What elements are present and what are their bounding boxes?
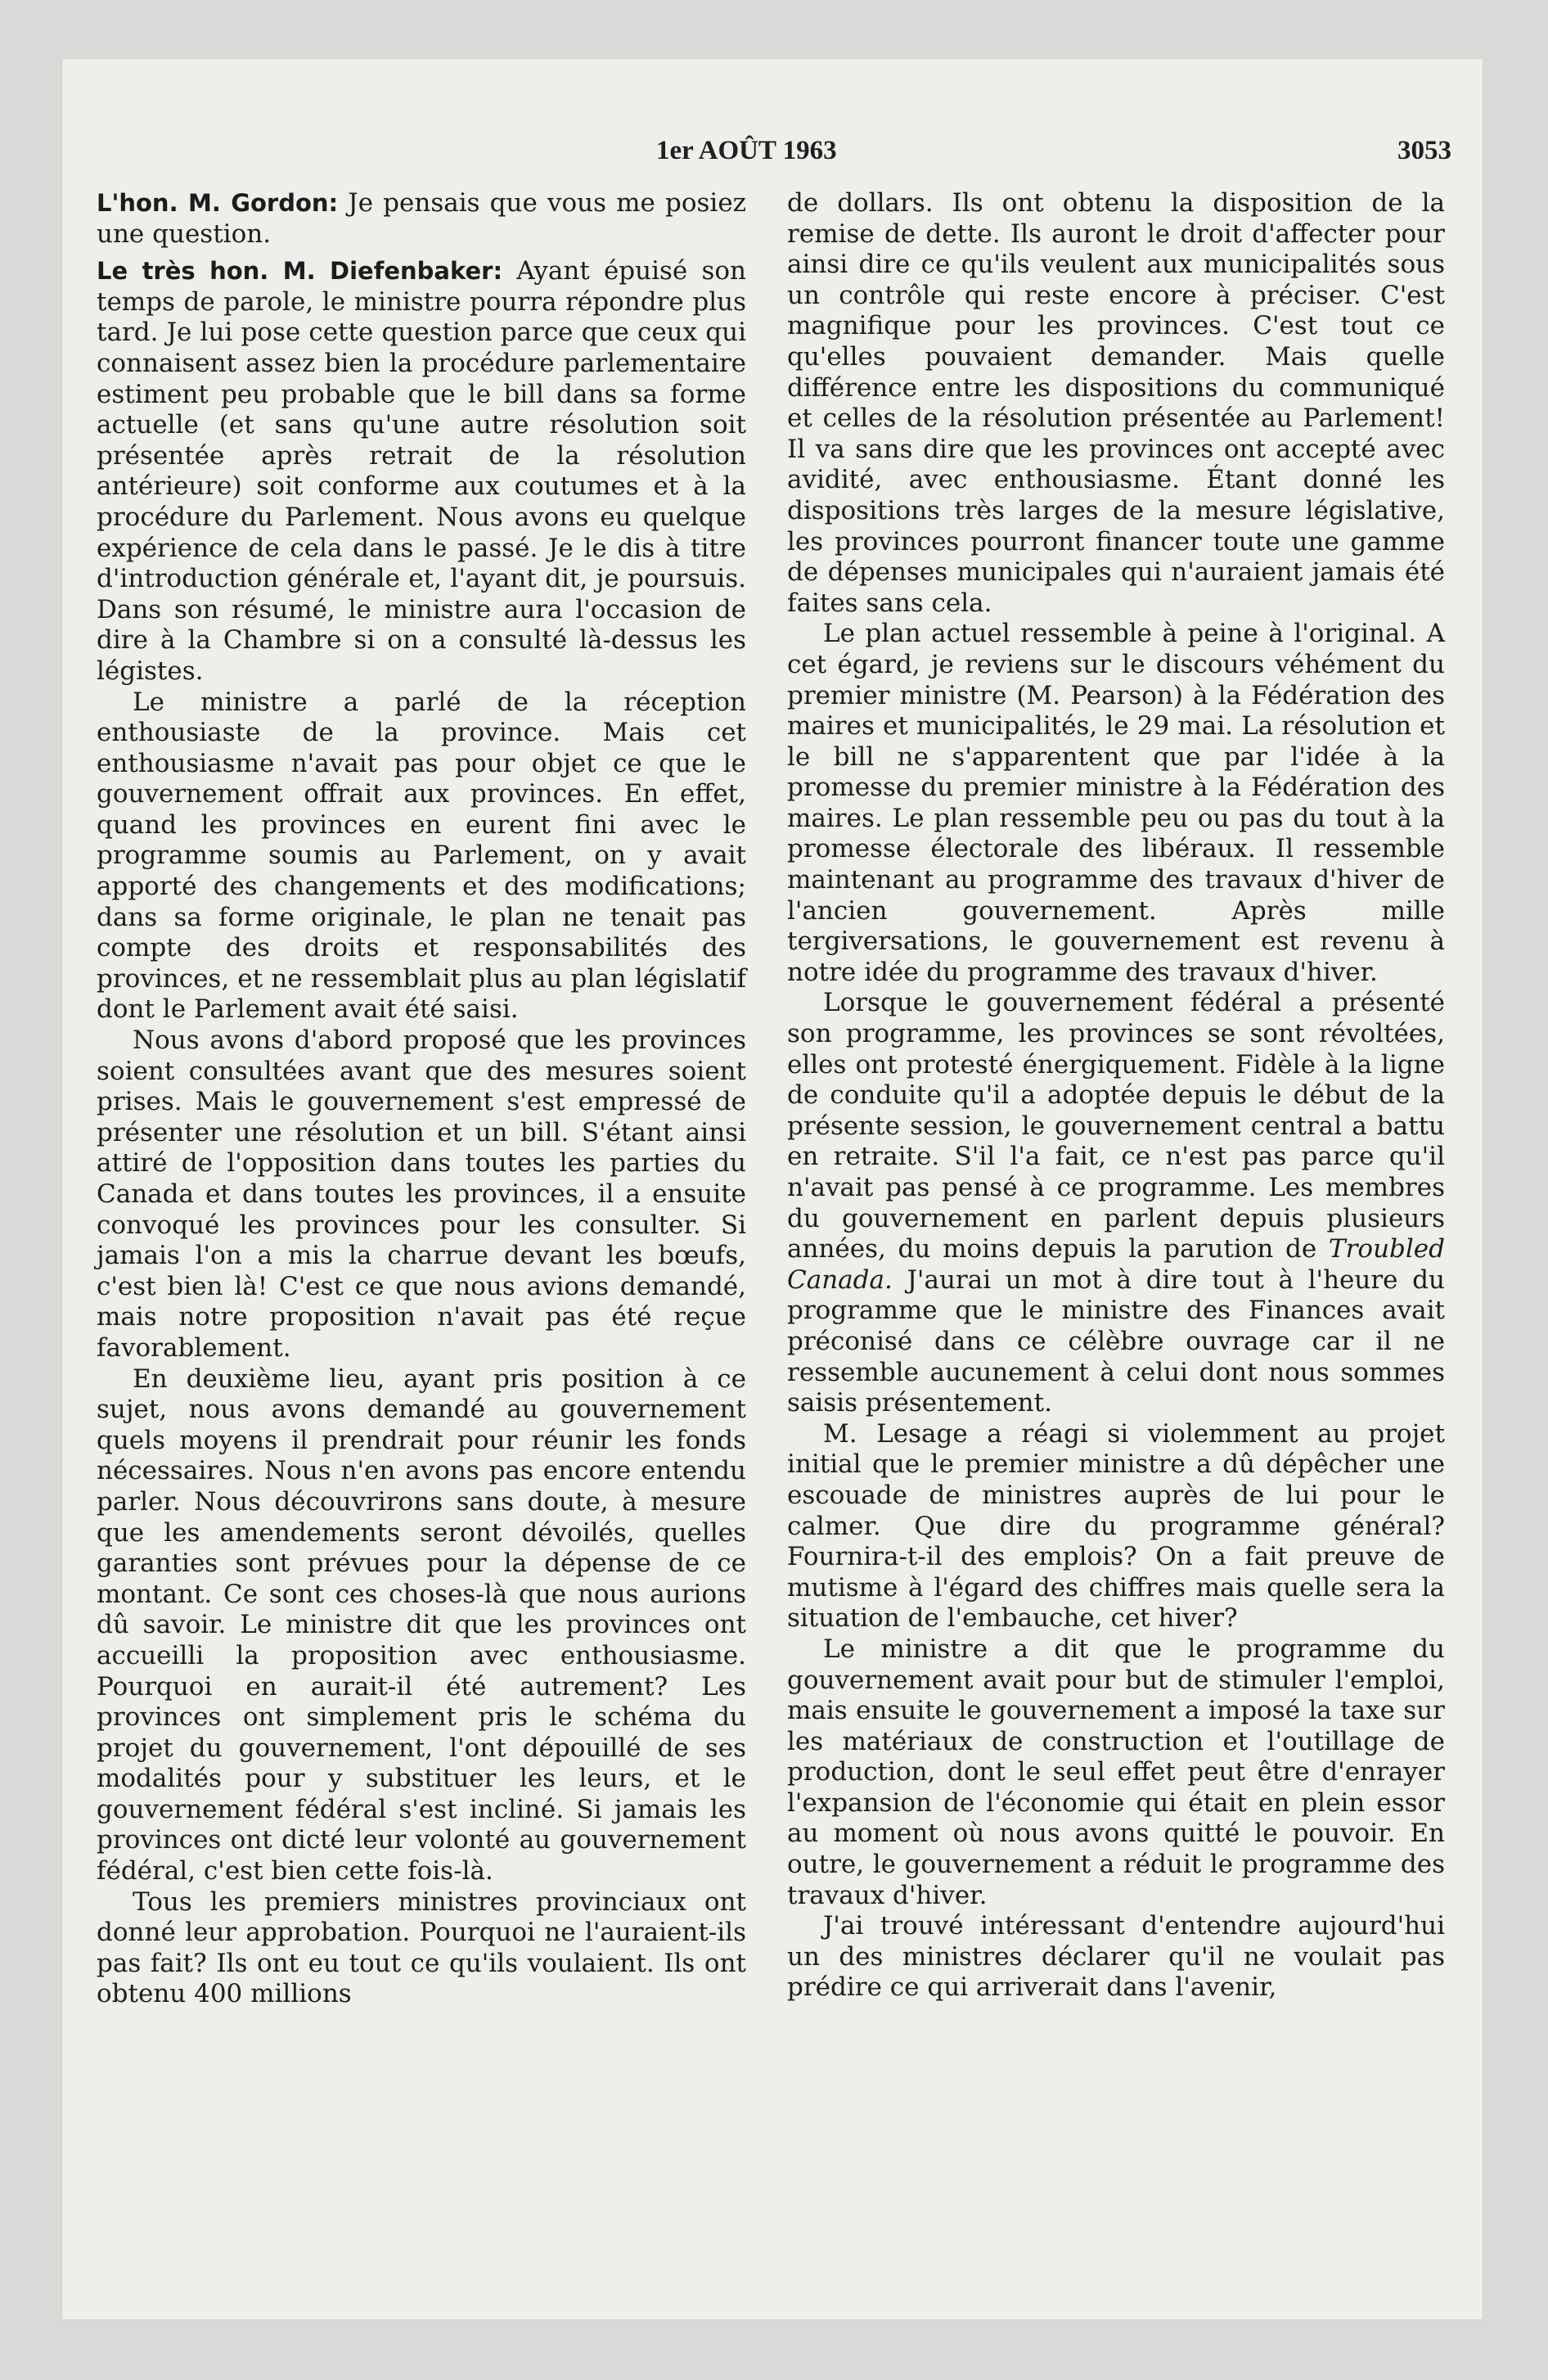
paragraph: En deuxième lieu, ayant pris position à ce sujet, nous avons demandé au gouvernement quels moyens il prendrait pour réunir les fonds nécessaires. Nous n'en avons pas encore entendu parler. Nous découvrirons sans doute, à mesure que les amendements seront dévoilés, quelles garanties sont prévues pour la dépense de ce montant. Ce sont ces choses-là que nous aurions dû savoir. Le ministre dit que les provinces ont accueilli la proposition avec enthousiasme. Pourquoi en aurait-il été autrement? Les provinces ont simplement pris le schéma du projet du gouvernement, l'ont dépouillé de ses modalités pour y substituer les leurs, et le gouvernement fédéral s'est incliné. Si jamais les provinces ont dicté leur volonté au gouvernement fédéral, c'est bien cette fois-là. — [97, 1364, 746, 1886]
speaker-name: L'hon. M. Gordon: — [97, 189, 339, 217]
paragraph — [97, 188, 746, 250]
header-date: 1er AOÛT 1963 — [656, 136, 837, 165]
speech-text: Ayant épuisé son temps de parole, le ministre pourra répondre plus tard. Je lui pose cette question parce que ceux qui connaisent assez bien la procédure parlementaire estiment peu probable que le bill dans sa forme actuelle (et sans qu'une autre résolution soit présentée après retrait de la résolution antérieure) soit conforme aux coutumes et à la procédure du Parlement. Nous avons eu quelque expérience de cela dans le passé. Je le dis à titre d'introduction générale et, l'ayant dit, je poursuis. Dans son résumé, le ministre aura l'occasion de dire à la Chambre si on a consulté là-dessus les légistes. — [97, 256, 746, 686]
left-column — [97, 188, 746, 2010]
paragraph: M. Lesage a réagi si violemment au projet initial que le premier ministre a dû dépêcher une escouade de ministres auprès de lui pour le calmer. Que dire du programme général? Fournira-t-il des emplois? On a fait preuve de mutisme à l'égard des chiffres mais quelle sera la situation de l'embauche, cet hiver? — [787, 1418, 1445, 1634]
book-title: Troubled Canada. — [787, 1234, 1445, 1295]
paragraph: J'ai trouvé intéressant d'entendre aujourd'hui un des ministres déclarer qu'il ne voulait pas prédire ce qui arriverait dans l'avenir, — [787, 1911, 1445, 2003]
right-column — [787, 188, 1445, 2004]
paragraph: Le plan actuel ressemble à peine à l'original. A cet égard, je reviens sur le discours véhément du premier ministre (M. Pearson) à la Fédération des maires et municipalités, le 29 mai. La résolution et le bill ne s'apparentent que par l'idée à la promesse du premier ministre à la Fédération des maires. Le plan ressemble peu ou pas du tout à la promesse électorale des libéraux. Il ressemble maintenant au programme des travaux d'hiver de l'ancien gouvernement. Après mille tergiversations, le gouvernement est revenu à notre idée du programme des travaux d'hiver. — [787, 619, 1445, 987]
paragraph — [97, 256, 746, 687]
paragraph: Le ministre a parlé de la réception enthousiaste de la province. Mais cet enthousiasme n'avait pas pour objet ce que le gouvernement offrait aux provinces. En effet, quand les provinces en eurent fini avec le programme soumis au Parlement, on y avait apporté des changements et des modifications; dans sa forme originale, le plan ne tenait pas compte des droits et responsabilités des provinces, et ne ressemblait plus au plan législatif dont le Parlement avait été saisi. — [97, 687, 746, 1025]
paragraph: Tous les premiers ministres provinciaux ont donné leur approbation. Pourquoi ne l'auraient-ils pas fait? Ils ont eu tout ce qu'ils voulaient. Ils ont obtenu 400 millions — [97, 1886, 746, 2009]
paragraph: Le ministre a dit que le programme du gouvernement avait pour but de stimuler l'emploi, mais ensuite le gouvernement a imposé la taxe sur les matériaux de construction et l'outillage de production, dont le seul effet peut être d'enrayer l'expansion de l'économie qui était en plein essor au moment où nous avons quitté le pouvoir. En outre, le gouvernement a réduit le programme des travaux d'hiver. — [787, 1634, 1445, 1910]
paragraph-text: J'aurai un mot à dire tout à l'heure du programme que le ministre des Finances avait préconisé dans ce célèbre ouvrage car il ne ressemble aucunement à celui dont nous sommes saisis présentement. — [787, 1264, 1445, 1418]
speaker-name: Le très hon. M. Diefenbaker: — [97, 257, 503, 286]
page-header — [62, 136, 1483, 177]
page-number: 3053 — [1397, 136, 1451, 165]
document-page — [62, 59, 1483, 2319]
speech-text: Je pensais que vous me posiez une question. — [97, 188, 746, 249]
paragraph: Nous avons d'abord proposé que les provinces soient consultées avant que des mesures soient prises. Mais le gouvernement s'est empressé de présenter une résolution et un bill. S'étant ainsi attiré de l'opposition dans toutes les parties du Canada et dans toutes les provinces, il a ensuite convoqué les provinces pour les consulter. Si jamais l'on a mis la charrue devant les bœufs, c'est bien là! C'est ce que nous avions demandé, mais notre proposition n'avait pas été reçue favorablement. — [97, 1025, 746, 1363]
paragraph: de dollars. Ils ont obtenu la disposition de la remise de dette. Ils auront le droit d'affecter pour ainsi dire ce qu'ils veulent aux municipalités sous un contrôle qui reste encore à préciser. C'est magnifique pour les provinces. C'est tout ce qu'elles pouvaient demander. Mais quelle différence entre les dispositions du communiqué et celles de la résolution présentée au Parlement! Il va sans dire que les provinces ont accepté avec avidité, avec enthousiasme. Étant donné les dispositions très larges de la mesure législative, les provinces pourront financer toute une gamme de dépenses municipales qui n'auraient jamais été faites sans cela. — [787, 188, 1445, 618]
paragraph — [787, 988, 1445, 1418]
paragraph-text: Lorsque le gouvernement fédéral a présenté son programme, les provinces se sont révoltées, elles ont protesté énergiquement. Fidèle à la ligne de conduite qu'il a adoptée depuis le début de la présente session, le gouvernement central a battu en retraite. S'il l'a fait, ce n'est pas parce qu'il n'avait pas pensé à ce programme. Les membres du gouvernement en parlent depuis plusieurs années, du moins depuis la parution de — [787, 988, 1445, 1264]
